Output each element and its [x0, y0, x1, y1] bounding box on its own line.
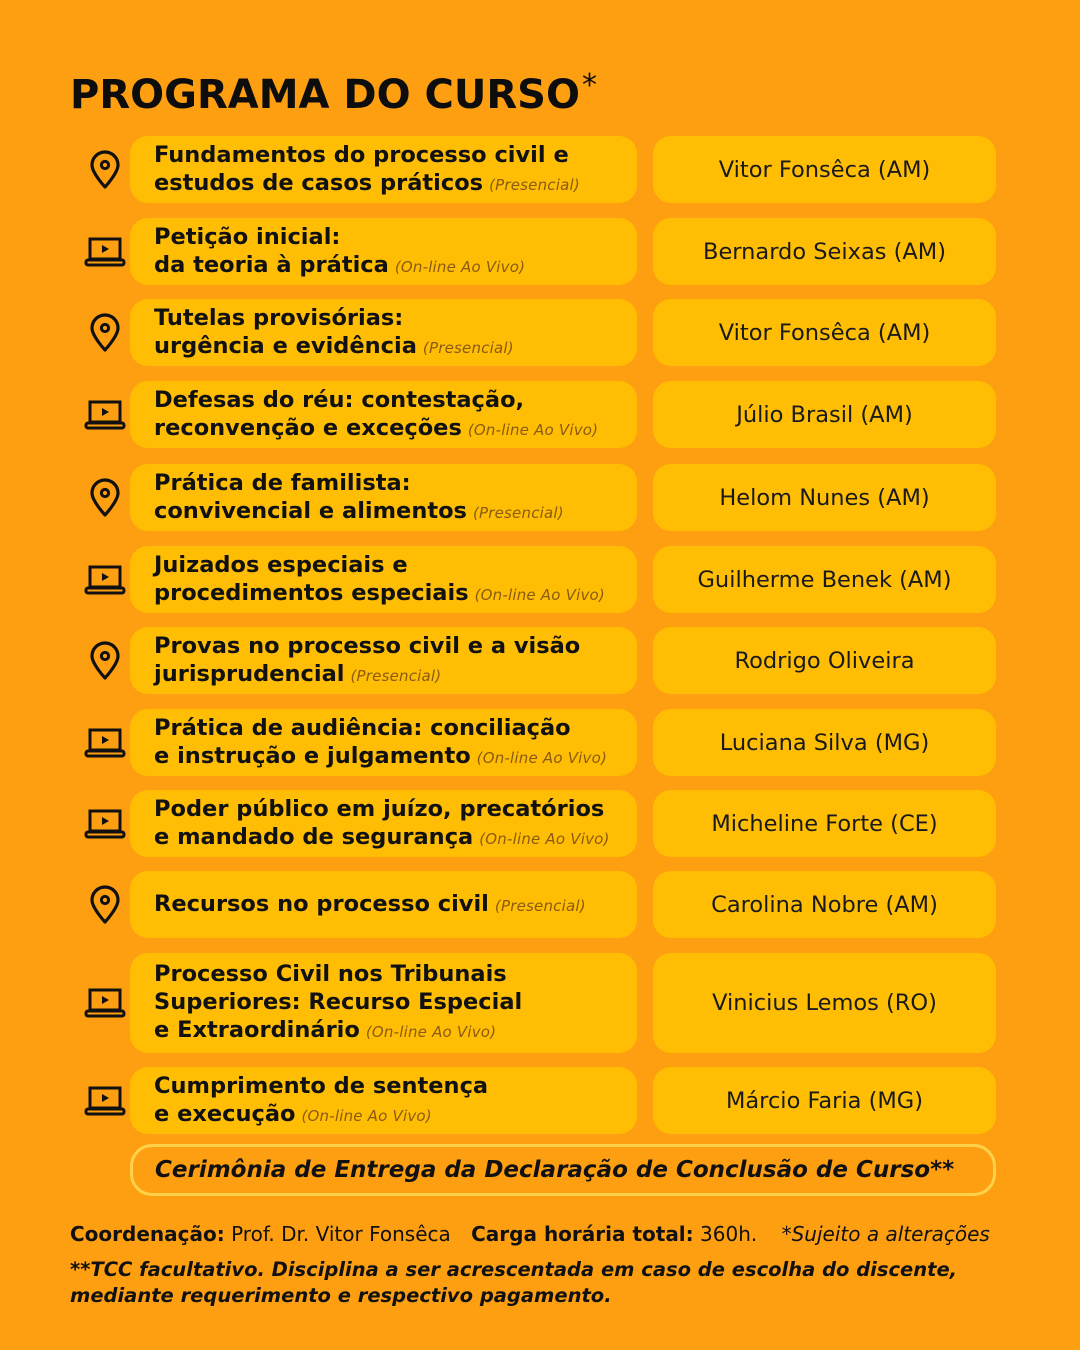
module-title: [154, 141, 580, 199]
module-mode-label: (On-line Ao Vivo): [365, 1023, 497, 1041]
module-title: [154, 714, 607, 772]
module-title-line: Cumprimento de sentença: [154, 1072, 489, 1099]
module-title-line: e mandado de segurança: [154, 823, 474, 850]
module-row-12: [0, 1067, 1080, 1134]
professor-card: [653, 136, 996, 203]
module-topic-card: [130, 546, 637, 613]
map-pin-icon: [84, 149, 126, 191]
module-row-3: [0, 299, 1080, 366]
module-row-6: [0, 546, 1080, 613]
professor-card: [653, 790, 996, 857]
module-title: [154, 795, 610, 853]
module-title-line: Prática de familista:: [154, 469, 411, 496]
module-row-11: [0, 953, 1080, 1053]
professor-name: Carolina Nobre (AM): [711, 891, 938, 918]
module-title-line: Recursos no processo civil: [154, 890, 489, 917]
map-pin-icon: [84, 640, 126, 682]
map-pin-icon: [84, 884, 126, 926]
module-title-line: Poder público em juízo, precatórios: [154, 795, 605, 822]
laptop-play-icon: [84, 394, 126, 436]
professor-card: [653, 871, 996, 938]
coordination-value: Prof. Dr. Vitor Fonsêca: [231, 1222, 451, 1246]
professor-name: Micheline Forte (CE): [711, 810, 938, 837]
module-row-9: [0, 790, 1080, 857]
module-title-line: e instrução e julgamento: [154, 742, 471, 769]
laptop-play-icon: [84, 231, 126, 273]
module-row-7: [0, 627, 1080, 694]
ceremony-label: Cerimônia de Entrega da Declaração de Conclusão de Curso**: [155, 1157, 955, 1183]
module-topic-card: [130, 464, 637, 531]
module-title-line: reconvenção e exceções: [154, 414, 462, 441]
module-title-line: urgência e evidência: [154, 332, 417, 359]
module-title-line: Tutelas provisórias:: [154, 304, 404, 331]
module-topic-card: [130, 1067, 637, 1134]
module-topic-card: [130, 709, 637, 776]
module-mode-label: (On-line Ao Vivo): [301, 1106, 432, 1125]
professor-name: Vitor Fonsêca (AM): [718, 156, 931, 183]
module-title: [154, 223, 525, 281]
module-mode-label: (Presencial): [350, 666, 442, 685]
module-topic-card: [130, 381, 637, 448]
professor-name: Rodrigo Oliveira: [734, 647, 915, 674]
professor-card: [653, 953, 996, 1053]
module-title: [154, 1072, 488, 1130]
professor-name: Helom Nunes (AM): [719, 484, 930, 511]
module-topic-card: [130, 627, 637, 694]
laptop-play-icon: [84, 559, 126, 601]
professor-card: [653, 464, 996, 531]
module-title: [154, 386, 598, 444]
module-mode-label: (Presencial): [494, 896, 586, 915]
professor-name: Márcio Faria (MG): [725, 1087, 923, 1114]
professor-name: Vinicius Lemos (RO): [712, 990, 937, 1016]
laptop-play-icon: [84, 1080, 126, 1122]
module-title-line: Petição inicial:: [154, 223, 341, 250]
footer-info: [70, 1222, 990, 1246]
module-title-line: procedimentos especiais: [154, 579, 469, 606]
module-title: [154, 551, 605, 609]
module-row-1: [0, 136, 1080, 203]
coordination-label: Coordenação:: [70, 1222, 225, 1246]
professor-name: Bernardo Seixas (AM): [703, 238, 946, 265]
laptop-play-icon: [84, 803, 126, 845]
module-row-10: [0, 871, 1080, 938]
professor-name: Luciana Silva (MG): [719, 729, 930, 756]
laptop-play-icon: [84, 722, 126, 764]
page-title: PROGRAMA DO CURSO*: [70, 68, 597, 118]
module-mode-label: (Presencial): [489, 175, 580, 194]
module-title: [154, 304, 514, 362]
module-topic-card: [130, 299, 637, 366]
module-mode-label: (Presencial): [472, 503, 564, 522]
module-topic-card: [130, 790, 637, 857]
module-title-line: Prática de audiência: conciliação: [154, 714, 571, 741]
module-row-5: [0, 464, 1080, 531]
module-title-line: Juizados especiais e: [154, 551, 408, 578]
module-title-line: da teoria à prática: [154, 251, 389, 278]
module-row-4: [0, 381, 1080, 448]
module-mode-label: (On-line Ao Vivo): [474, 585, 605, 604]
module-topic-card: [130, 871, 637, 938]
module-title: [154, 890, 586, 920]
module-title-line: e execução: [154, 1100, 296, 1127]
module-row-2: [0, 218, 1080, 285]
map-pin-icon: [84, 477, 126, 519]
module-mode-label: (On-line Ao Vivo): [479, 829, 610, 848]
module-topic-card: [130, 953, 637, 1053]
module-title: [154, 469, 564, 527]
module-mode-label: (On-line Ao Vivo): [476, 748, 608, 767]
module-title: [154, 960, 522, 1046]
module-title-line: Superiores: Recurso Especial: [154, 989, 523, 1015]
professor-name: Guilherme Benek (AM): [697, 566, 952, 593]
professor-card: [653, 381, 996, 448]
professor-card: [653, 627, 996, 694]
module-title-line: e Extraordinário: [154, 1017, 360, 1043]
professor-card: [653, 299, 996, 366]
module-mode-label: (On-line Ao Vivo): [394, 257, 526, 276]
tcc-note: **TCC facultativo. Disciplina a ser acrescentada em caso de escolha do discente, mediante requerimento e respectivo pagamento.: [70, 1258, 958, 1307]
professor-card: [653, 1067, 996, 1134]
module-topic-card: [130, 136, 637, 203]
module-mode-label: (Presencial): [422, 338, 514, 357]
module-mode-label: (On-line Ao Vivo): [467, 420, 599, 439]
module-title-line: estudos de casos práticos: [154, 169, 484, 196]
module-title-line: Processo Civil nos Tribunais: [154, 961, 507, 987]
professor-card: [653, 709, 996, 776]
disclaimer-note: *Sujeito a alterações: [781, 1222, 990, 1246]
module-title-line: convivencial e alimentos: [154, 497, 467, 524]
ceremony-banner: [130, 1144, 996, 1196]
professor-card: [653, 546, 996, 613]
workload-value: 360h.: [700, 1222, 758, 1246]
map-pin-icon: [84, 312, 126, 354]
laptop-play-icon: [84, 982, 126, 1024]
module-row-8: [0, 709, 1080, 776]
module-title-line: Defesas do réu: contestação,: [154, 386, 525, 413]
module-title-line: Provas no processo civil e a visão: [154, 632, 581, 659]
module-title-line: jurisprudencial: [154, 660, 345, 687]
workload-label: Carga horária total:: [471, 1222, 694, 1246]
module-topic-card: [130, 218, 637, 285]
professor-name: Júlio Brasil (AM): [736, 401, 913, 428]
module-title-line: Fundamentos do processo civil e: [154, 141, 569, 168]
professor-card: [653, 218, 996, 285]
module-title: [154, 632, 580, 690]
professor-name: Vitor Fonsêca (AM): [718, 319, 931, 346]
title-asterisk: *: [581, 68, 597, 103]
